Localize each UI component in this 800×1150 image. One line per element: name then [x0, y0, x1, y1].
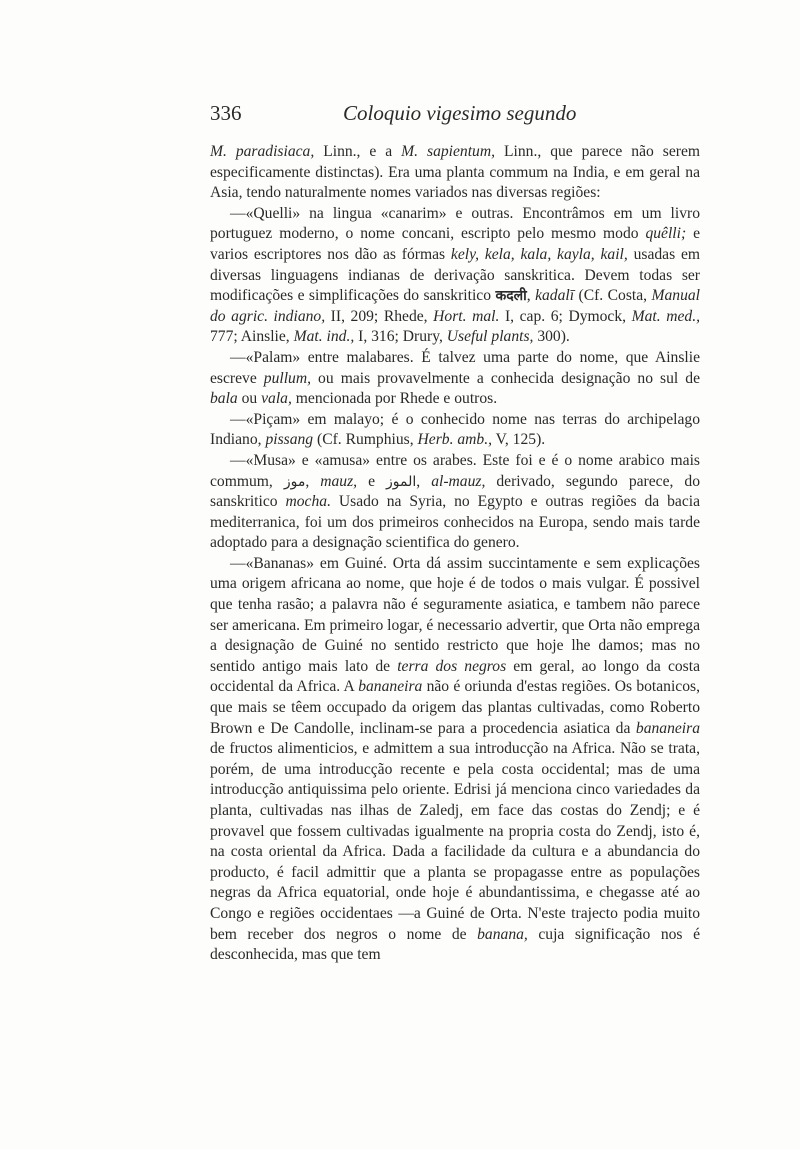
italic-text: pissang [265, 431, 314, 449]
devanagari-text: कदली [495, 288, 527, 305]
italic-text: al-mauz, [431, 472, 486, 490]
italic-text: Hort. mal. [433, 307, 500, 325]
italic-text: bala [210, 390, 238, 408]
italic-text: kely, kela, kala, kayla, kail, [450, 245, 628, 263]
italic-text: Useful plants, [446, 328, 534, 346]
italic-text: banana, [477, 925, 528, 943]
text-run: , [305, 472, 321, 490]
text-run: não é oriunda d'estas regiões. Os botanicos, que mais se têem occupado da origem das plantas cultivadas, como Roberto Brown e De Candolle, inclinam-se para a procedencia asiatica da [210, 678, 700, 737]
text-run: ou mais provavelmente a conhecida designação no sul de [311, 369, 700, 387]
text-run: (Cf. Costa, [574, 287, 652, 305]
italic-text: pullum, [263, 369, 312, 387]
page-header [210, 101, 702, 131]
text-run: 777; Ainslie, [210, 328, 294, 346]
text-run: II, 209; Rhede, [325, 307, 434, 325]
text-run: (Cf. Rumphius, [313, 431, 418, 449]
arabic-text: الموز [386, 473, 417, 490]
text-run: —«Palam» entre malabares. É talvez uma parte do nome, que Ainslie escreve [210, 348, 700, 387]
italic-text: kadalī [535, 287, 575, 305]
paragraph [210, 142, 700, 204]
text-run: e varios escriptores nos dão as fórmas [210, 225, 700, 263]
italic-text: M. sapientum, [401, 143, 496, 160]
italic-text: Manual do agric. indiano, [210, 287, 700, 325]
paragraph [210, 348, 700, 410]
text-run: mencionada por Rhede e outros. [291, 390, 498, 408]
text-run: 300). [533, 328, 570, 346]
paragraph [210, 410, 700, 451]
italic-text: quêlli; [645, 225, 687, 243]
italic-text: terra dos negros [397, 657, 507, 675]
text-run: Linn., e a [314, 143, 402, 160]
italic-text: bananeira [358, 678, 423, 696]
arabic-text: موز [283, 473, 306, 490]
text-run: —«Piçam» em malayo; é o conhecido nome nas terras do archipelago Indiano, [210, 410, 700, 449]
italic-text: Herb. amb., [417, 431, 493, 449]
running-title: Coloquio vigesimo segundo [343, 101, 577, 125]
text-run: em geral, ao longo da costa occidental da Africa. A [210, 657, 700, 696]
body-text [210, 142, 700, 966]
italic-text: mocha. [285, 493, 331, 511]
italic-text: bananeira [635, 719, 700, 737]
text-run: Linn., que parece não serem especificamente distinctas). Era uma planta commum na India, e em geral na Asia, tendo naturalmente nomes variados nas diversas regiões: [210, 143, 700, 202]
text-run: Usado na Syria, no Egypto e outras regiões da bacia mediterranica, foi um dos primeiros conhecidos na Europa, sendo mais tarde adoptado para a designação scientifica do genero. [210, 493, 700, 552]
text-run: usadas em diversas linguagens indianas de derivação sanskritica. Devem todas ser modificações e simplificações do sanskritico [210, 245, 701, 305]
paragraph [210, 204, 700, 348]
text-run: I, 316; Drury, [354, 328, 447, 346]
italic-text: mauz, [320, 472, 358, 490]
page-number: 336 [210, 101, 242, 125]
text-run: —«Quelli» na lingua «canarim» e outras. Encontrâmos em um livro portuguez moderno, o nome concani, escripto pelo mesmo modo [210, 204, 700, 243]
text-run: cuja significação nos é desconhecida, mas que tem [210, 925, 700, 964]
text-run: de fructos alimenticios, e admittem a sua introducção na Africa. Não se trata, porém, de uma introducção recente e pela costa occidental; mas de uma introducção antiquissima pelo oriente. Edrisi já menciona cinco variedades da planta, cultivadas nas ilhas de Zaledj, em face das costas do Zendj; e é provavel que fossem cultivadas igualmente na propria costa do Zendj, isto é, na costa oriental da Africa. Dada a facilidade da cultura e a abundancia do producto, é facil admittir que a planta se propagasse entre as populações negras da Africa equatorial, onde hoje é abundantissima, e chegasse até ao Congo e regiões occidentaes —a Guiné de Orta. N'este trajecto podia muito bem receber dos negros o nome de [210, 740, 700, 943]
text-run: ou [237, 390, 262, 408]
text-run: , [526, 287, 536, 305]
text-run: I, cap. 6; Dymock, [499, 307, 632, 325]
italic-text: vala, [261, 390, 292, 408]
italic-text: Mat. ind., [293, 328, 355, 346]
italic-text: M. paradisiaca, [210, 143, 315, 160]
text-run: V, 125). [492, 431, 546, 449]
text-run: , [416, 472, 432, 490]
paragraph [210, 451, 700, 554]
text-run: —«Bananas» em Guiné. Orta dá assim succintamente e sem explicações uma origem africana ao nome, que hoje é de todos o mais vulgar. É possivel que tenha rasão; a palavra não é seguramente asiatica, e tambem não parece ser americana. Em primeiro logar, é necessario advertir, que Orta não emprega a designação de Guiné no sentido restricto que hoje lhe damos; mas no sentido antigo mais lato de [210, 554, 700, 675]
text-run: e [357, 472, 387, 490]
italic-text: Mat. med., [631, 307, 700, 325]
paragraph [210, 554, 700, 966]
text-run: derivado, segundo parece, do sanskritico [210, 472, 701, 511]
text-run: —«Musa» e «amusa» entre os arabes. Este foi e é o nome arabico mais commum, [210, 451, 700, 490]
